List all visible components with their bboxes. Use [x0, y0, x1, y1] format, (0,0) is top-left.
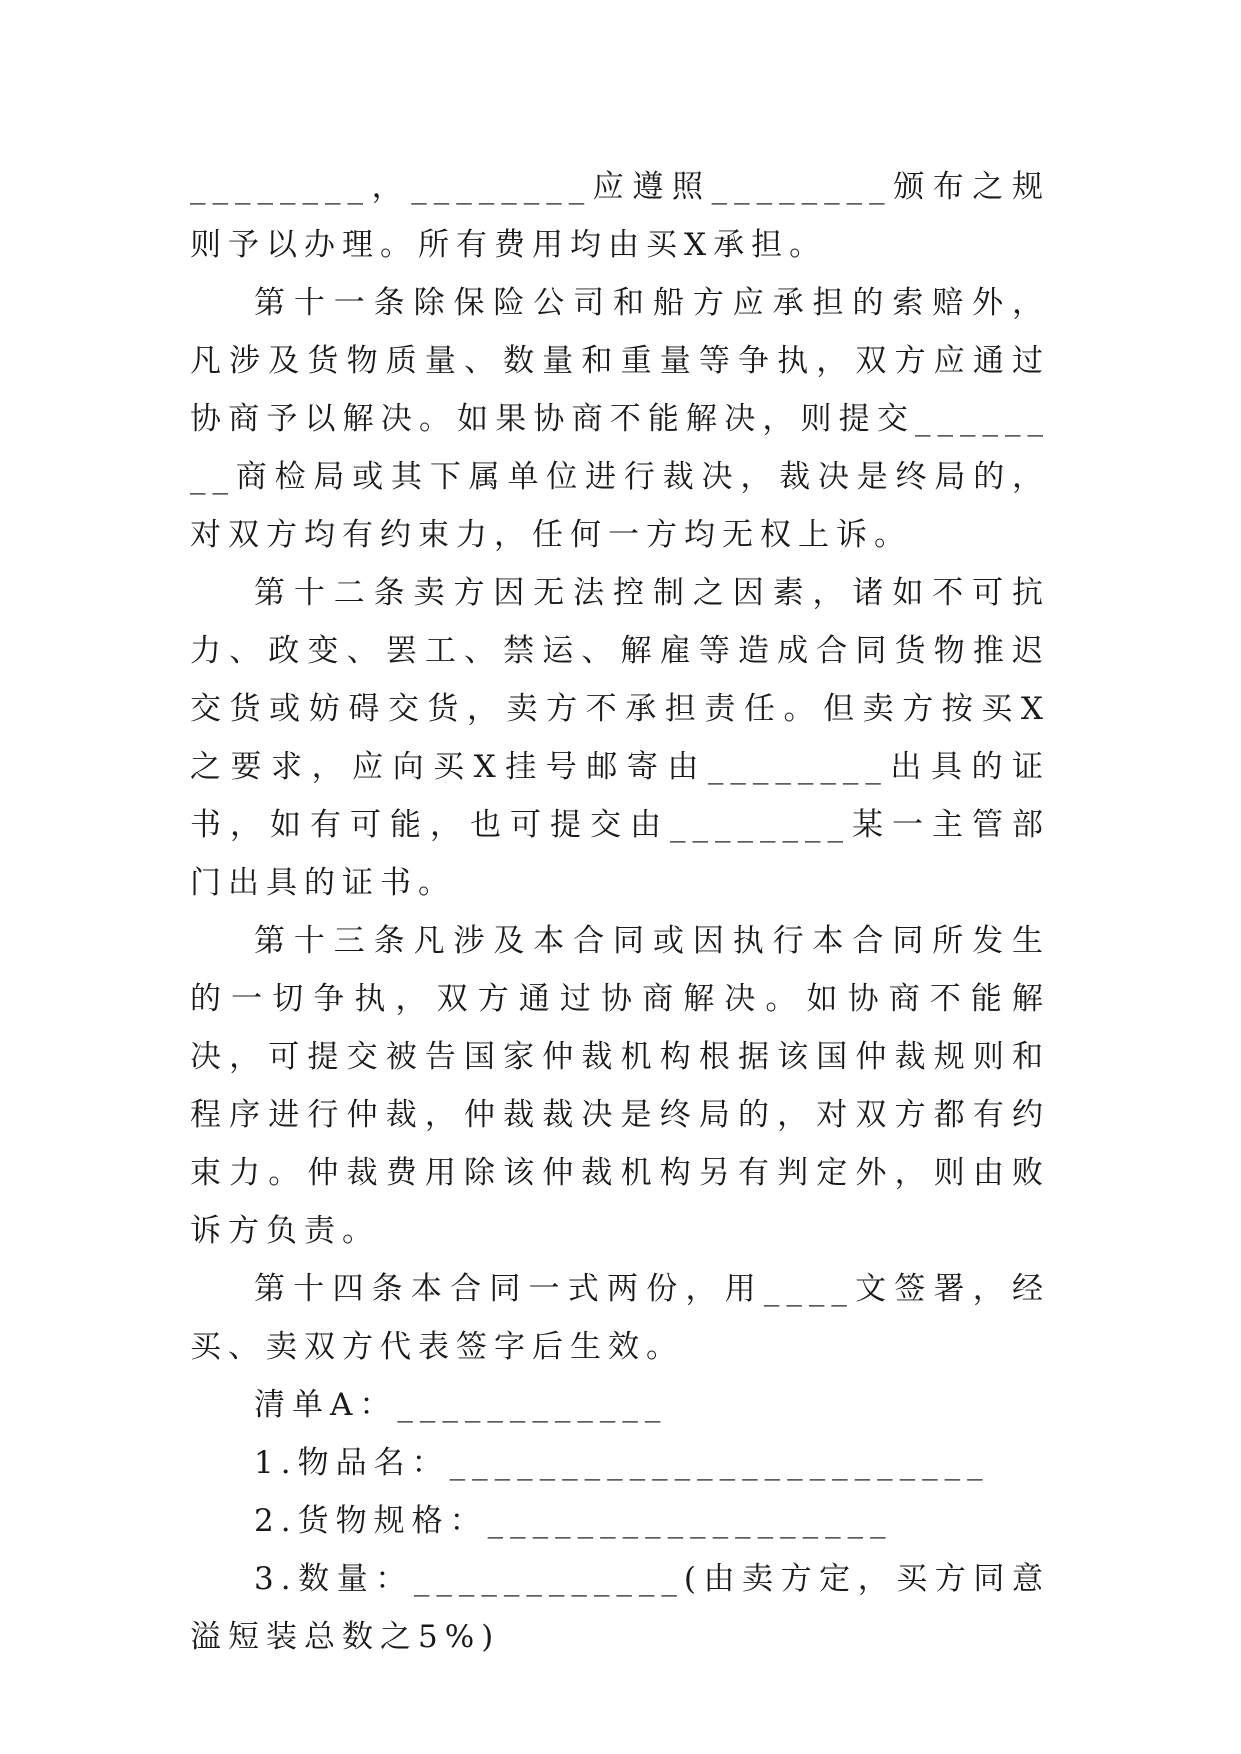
document-page	[190, 158, 1050, 1666]
paragraph-continuation: ________，________应遵照________颁布之规则予以办理。所有费用均由买X承担。	[190, 169, 1050, 263]
list-a-heading: 清单A：____________	[254, 1387, 668, 1423]
list-item-quantity: 3.数量：____________(由卖方定，买方同意溢短装总数之5%)	[190, 1561, 1050, 1655]
paragraph-article-12: 第十二条卖方因无法控制之因素，诸如不可抗力、政变、罢工、禁运、解雇等造成合同货物推迟交货或妨碍交货，卖方不承担责任。但卖方按买X之要求，应向买X挂号邮寄由________出具的证书，如有可能，也可提交由________某一主管部门出具的证书。	[190, 575, 1050, 901]
paragraph-article-13: 第十三条凡涉及本合同或因执行本合同所发生的一切争执，双方通过协商解决。如协商不能解决，可提交被告国家仲裁机构根据该国仲裁规则和程序进行仲裁，仲裁裁决是终局的，对双方都有约束力。仲裁费用除该仲裁机构另有判定外，则由败诉方负责。	[190, 923, 1050, 1249]
list-item-goods-spec: 2.货物规格：__________________	[254, 1503, 893, 1539]
list-item-goods-name: 1.物品名：________________________	[254, 1445, 990, 1481]
paragraph-article-14: 第十四条本合同一式两份，用____文签署，经买、卖双方代表签字后生效。	[190, 1271, 1050, 1365]
paragraph-article-11: 第十一条除保险公司和船方应承担的索赔外，凡涉及货物质量、数量和重量等争执，双方应通过协商予以解决。如果协商不能解决，则提交________商检局或其下属单位进行裁决，裁决是终局的，对双方均有约束力，任何一方均无权上诉。	[190, 285, 1050, 553]
